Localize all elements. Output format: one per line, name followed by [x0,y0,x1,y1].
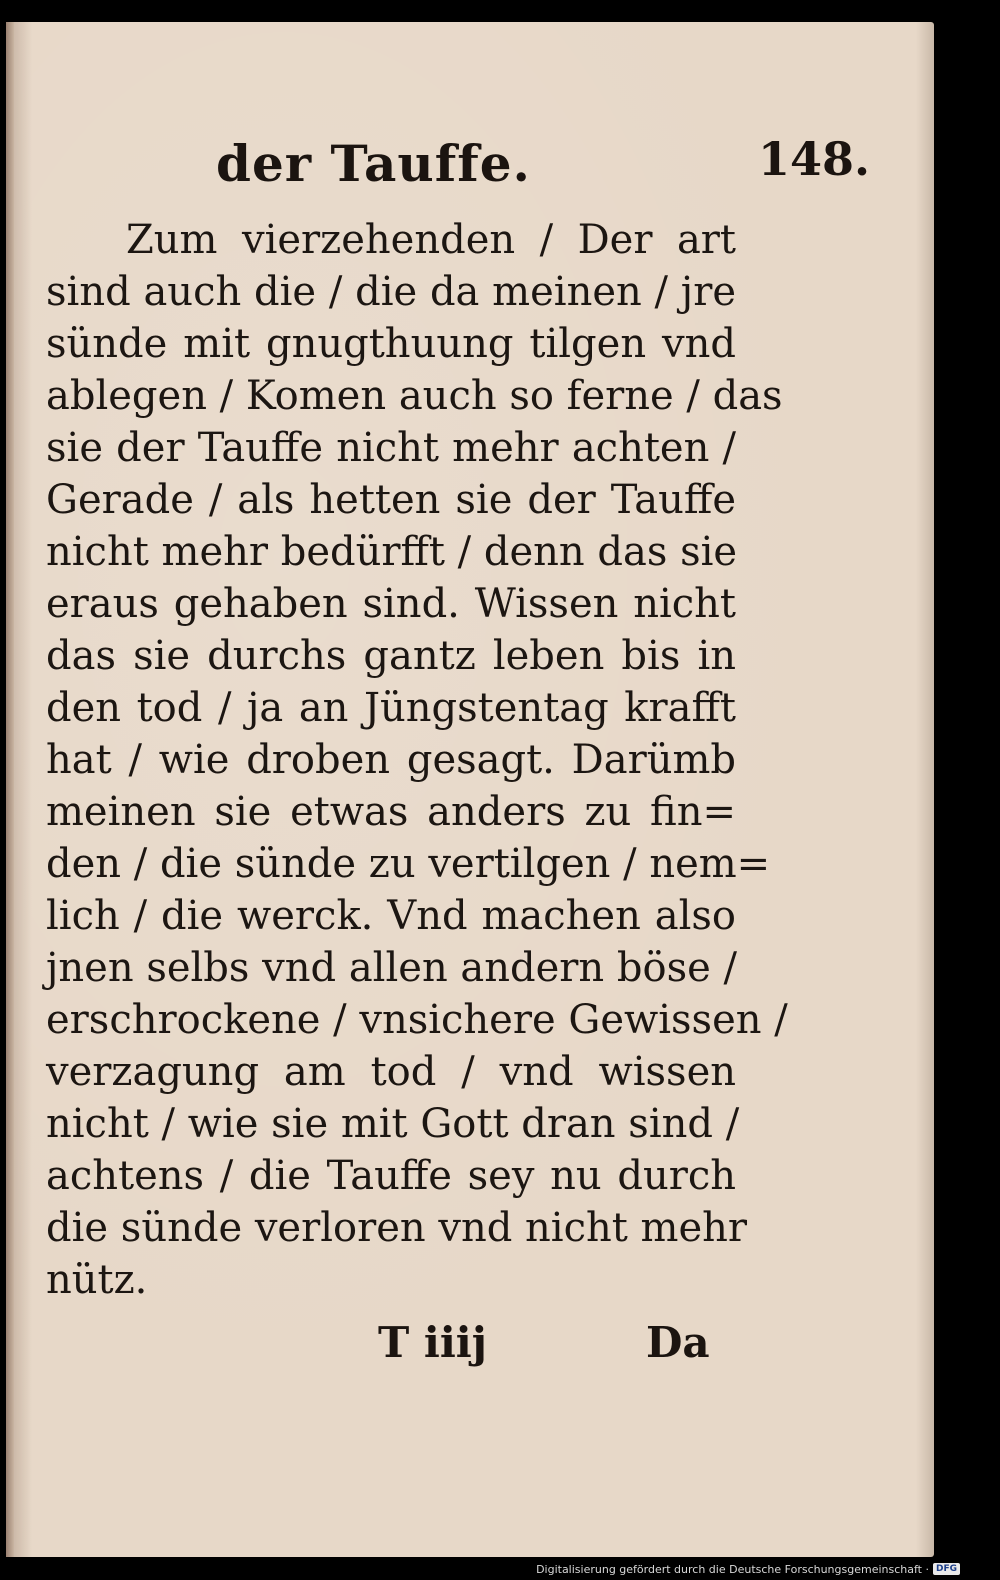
body-text [46,214,788,1306]
text-line: nicht mehr bedürfft / denn das sie [46,529,738,575]
catchword: Da [646,1318,710,1367]
text-line: Zum vierzehenden / Der art [126,217,736,263]
text-line: den / die sünde zu vertilgen / nem= [46,841,771,887]
text-line: sind auch die / die da meinen / jre [46,269,736,315]
text-line: Gerade / als hetten sie der Tauffe [46,477,736,523]
text-line: hat / wie droben gesagt. Darümb [46,737,736,783]
text-line: das sie durchs gantz leben bis in [46,633,736,679]
page-number: 148. [758,132,871,186]
text-line: lich / die werck. Vnd machen also [46,893,736,939]
text-line: ablegen / Komen auch so ferne / das [46,373,783,419]
text-line: erschrockene / vnsichere Gewissen / [46,997,788,1043]
signature-mark: T iiij [378,1318,487,1367]
text-line: die sünde verloren vnd nicht mehr [46,1205,748,1251]
running-head: der Tauffe. [216,134,531,193]
credit-text: Digitalisierung gefördert durch die Deutsche Forschungsgemeinschaft · [536,1562,929,1576]
text-line: jnen selbs vnd allen andern böse / [46,945,737,991]
text-line: meinen sie etwas anders zu fin= [46,789,736,835]
digitization-credit [536,1560,960,1578]
text-line: den tod / ja an Jüngstentag krafft [46,685,736,731]
text-line: nicht / wie sie mit Gott dran sind / [46,1101,740,1147]
text-line: sie der Tauffe nicht mehr achten / [46,425,736,471]
text-line: nütz. [46,1257,148,1303]
text-line: sünde mit gnugthuung tilgen vnd [46,321,736,367]
text-line: eraus gehaben sind. Wissen nicht [46,581,736,627]
book-page [6,22,934,1557]
text-line: achtens / die Tauffe sey nu durch [46,1153,736,1199]
dfg-logo-icon: DFG [933,1563,960,1575]
text-line: verzagung am tod / vnd wissen [46,1049,736,1095]
page-binding-edge [6,22,14,1557]
